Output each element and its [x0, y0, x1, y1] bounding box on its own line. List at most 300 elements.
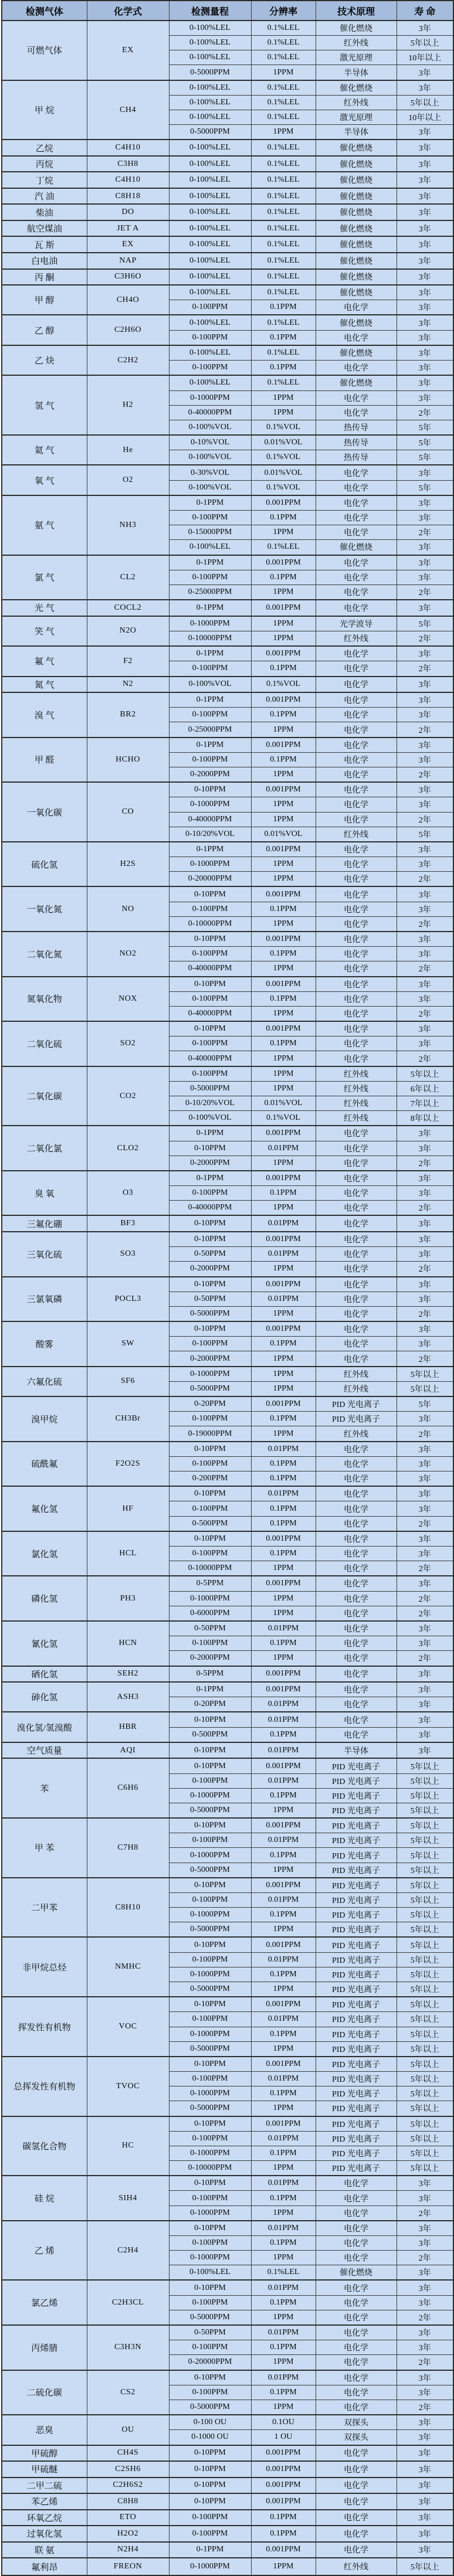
gas-name-cell: 硒化氢	[2, 1666, 87, 1683]
resolution-cell: 0.001PPM	[251, 692, 316, 708]
range-cell: 0-100PPM	[169, 2526, 251, 2542]
range-cell: 0-5000PPM	[169, 1381, 251, 1396]
resolution-cell: 1PPM	[251, 1351, 316, 1367]
range-cell: 0-100PPM	[169, 511, 251, 525]
formula-cell: TVOC	[87, 2057, 169, 2116]
resolution-cell: 0.01%VOL	[251, 465, 316, 480]
principle-cell: 半导体	[316, 65, 397, 80]
lifespan-cell: 3年	[397, 1682, 453, 1697]
lifespan-cell: 2年	[397, 1051, 453, 1066]
resolution-cell: 1PPM	[251, 65, 316, 80]
principle-cell: PID 光电离子	[316, 1833, 397, 1848]
formula-cell: O2	[87, 465, 169, 495]
resolution-cell: 0.001PPM	[251, 2493, 316, 2510]
resolution-cell: 1PPM	[251, 2205, 316, 2221]
resolution-cell: 0.01PPM	[251, 1442, 316, 1457]
principle-cell: 电化学	[316, 2205, 397, 2221]
table-row	[2, 21, 453, 36]
principle-cell: 电化学	[316, 390, 397, 405]
lifespan-cell: 3年	[397, 2493, 453, 2510]
table-row	[2, 646, 453, 661]
lifespan-cell: 5年	[397, 435, 453, 450]
range-cell: 0-100PPM	[169, 2072, 251, 2086]
principle-cell: 电化学	[316, 902, 397, 916]
lifespan-cell: 5年以上	[397, 1758, 453, 1773]
lifespan-cell: 3年	[397, 600, 453, 616]
formula-cell: ETO	[87, 2510, 169, 2526]
gas-name-cell: 苯乙烯	[2, 2493, 87, 2510]
formula-cell: FREON	[87, 2558, 169, 2575]
lifespan-cell: 3年	[397, 1742, 453, 1759]
resolution-cell: 1PPM	[251, 2101, 316, 2116]
principle-cell: 电化学	[316, 1232, 397, 1247]
lifespan-cell: 2年	[397, 2205, 453, 2221]
table-row	[2, 2542, 453, 2558]
gas-name-cell: 氢 气	[2, 375, 87, 435]
range-cell: 0-10PPM	[169, 932, 251, 947]
resolution-cell: 1PPM	[251, 616, 316, 631]
table-row	[2, 188, 453, 205]
principle-cell: PID 光电离子	[316, 1922, 397, 1938]
table-row	[2, 1712, 453, 1727]
lifespan-cell: 3年	[397, 1727, 453, 1742]
lifespan-cell: 2年	[397, 1651, 453, 1666]
principle-cell: 热传导	[316, 435, 397, 450]
principle-cell: 电化学	[316, 932, 397, 947]
principle-cell: 电化学	[316, 842, 397, 857]
gas-name-cell: 柴油	[2, 204, 87, 220]
principle-cell: 电化学	[316, 692, 397, 708]
range-cell: 0-10PPM	[169, 1758, 251, 1773]
principle-cell: 电化学	[316, 405, 397, 420]
principle-cell: 电化学	[316, 570, 397, 584]
principle-cell: PID 光电离子	[316, 2161, 397, 2176]
principle-cell: 电化学	[316, 495, 397, 511]
formula-cell: CH4O	[87, 285, 169, 315]
lifespan-cell: 3年	[397, 315, 453, 330]
gas-name-cell: 过氧化氢	[2, 2526, 87, 2542]
lifespan-cell: 3年	[397, 1531, 453, 1547]
range-cell: 0-2000PPM	[169, 1351, 251, 1367]
lifespan-cell: 3年	[397, 2295, 453, 2310]
range-cell: 0-10PPM	[169, 782, 251, 797]
range-cell: 0-10PPM	[169, 2116, 251, 2132]
range-cell: 0-1000PPM	[169, 857, 251, 872]
lifespan-cell: 3年	[397, 1232, 453, 1247]
gas-name-cell: 氯乙烯	[2, 2280, 87, 2325]
range-cell: 0-1PPM	[169, 600, 251, 616]
range-cell: 0-10PPM	[169, 1997, 251, 2012]
range-cell: 0-40000PPM	[169, 1201, 251, 1216]
resolution-cell: 0.001PPM	[251, 2478, 316, 2494]
resolution-cell: 0.1%LEL	[251, 172, 316, 188]
principle-cell: 红外线	[316, 1096, 397, 1111]
resolution-cell: 1PPM	[251, 872, 316, 887]
lifespan-cell: 5年	[397, 1396, 453, 1412]
principle-cell: PID 光电离子	[316, 1396, 397, 1412]
table-row	[2, 1666, 453, 1683]
formula-cell: SF6	[87, 1367, 169, 1396]
table-row	[2, 1126, 453, 1141]
principle-cell: 电化学	[316, 1351, 397, 1367]
range-cell: 0-10000PPM	[169, 2161, 251, 2176]
lifespan-cell: 5年以上	[397, 2041, 453, 2057]
range-cell: 0-500PPM	[169, 1727, 251, 1742]
formula-cell: BR2	[87, 692, 169, 738]
lifespan-cell: 5年以上	[397, 2161, 453, 2176]
table-row	[2, 2478, 453, 2494]
formula-cell: N2	[87, 677, 169, 693]
formula-cell: CO2	[87, 1066, 169, 1126]
principle-cell: 电化学	[316, 525, 397, 540]
resolution-cell: 0.1PPM	[251, 902, 316, 916]
table-row	[2, 1937, 453, 1952]
principle-cell: 电化学	[316, 1561, 397, 1576]
principle-cell: PID 光电离子	[316, 1952, 397, 1967]
lifespan-cell: 2年	[397, 1426, 453, 1442]
principle-cell: PID 光电离子	[316, 1893, 397, 1908]
resolution-cell: 0.1%LEL	[251, 21, 316, 36]
principle-cell: 电化学	[316, 1277, 397, 1292]
lifespan-cell: 3年	[397, 1501, 453, 1516]
formula-cell: HCHO	[87, 738, 169, 783]
lifespan-cell: 5年以上	[397, 2116, 453, 2132]
gas-table-body	[2, 21, 453, 2575]
resolution-cell: 0.1%LEL	[251, 156, 316, 172]
lifespan-cell: 3年	[397, 1666, 453, 1683]
principle-cell: 电化学	[316, 1006, 397, 1021]
range-cell: 0-100%LEL	[169, 2265, 251, 2281]
lifespan-cell: 5年以上	[397, 1066, 453, 1082]
range-cell: 0-100PPM	[169, 300, 251, 315]
resolution-cell: 0.001PPM	[251, 1818, 316, 1833]
principle-cell: 红外线	[316, 827, 397, 842]
resolution-cell: 0.01PPM	[251, 1742, 316, 1759]
principle-cell: 红外线	[316, 36, 397, 50]
lifespan-cell: 5年以上	[397, 1893, 453, 1908]
formula-cell: POCL3	[87, 1277, 169, 1322]
gas-name-cell: 氨 气	[2, 495, 87, 555]
resolution-cell: 0.001PPM	[251, 1321, 316, 1337]
principle-cell: 红外线	[316, 1426, 397, 1442]
principle-cell: 红外线	[316, 1081, 397, 1096]
principle-cell: 红外线	[316, 95, 397, 110]
table-row	[2, 2057, 453, 2072]
range-cell: 0-50PPM	[169, 1621, 251, 1636]
range-cell: 0-5PPM	[169, 1666, 251, 1683]
formula-cell: CH3Br	[87, 1396, 169, 1442]
principle-cell: 电化学	[316, 1697, 397, 1712]
formula-cell: C4H10	[87, 140, 169, 156]
principle-cell: 电化学	[316, 2478, 397, 2494]
range-cell: 0-500PPM	[169, 1516, 251, 1531]
resolution-cell: 0.001PPM	[251, 842, 316, 857]
range-cell: 0-100PPM	[169, 1773, 251, 1788]
lifespan-cell: 3年	[397, 1636, 453, 1651]
principle-cell: 电化学	[316, 767, 397, 782]
range-cell: 0-100PPM	[169, 991, 251, 1006]
range-cell: 0-1PPM	[169, 842, 251, 857]
lifespan-cell: 3年	[397, 1126, 453, 1141]
range-cell: 0-1000PPM	[169, 2205, 251, 2221]
principle-cell: 红外线	[316, 631, 397, 646]
formula-cell: HCL	[87, 1531, 169, 1576]
resolution-cell: 0.01PPM	[251, 1292, 316, 1306]
table-row	[2, 692, 453, 708]
principle-cell: 电化学	[316, 1051, 397, 1066]
lifespan-cell: 3年	[397, 2430, 453, 2445]
resolution-cell: 1PPM	[251, 1306, 316, 1321]
range-cell: 0-50PPM	[169, 2325, 251, 2340]
lifespan-cell: 2年	[397, 405, 453, 420]
principle-cell: 电化学	[316, 1576, 397, 1591]
range-cell: 0-100%LEL	[169, 36, 251, 50]
gas-name-cell: 磷化氢	[2, 1576, 87, 1621]
principle-cell: 电化学	[316, 661, 397, 677]
gas-name-cell: 汽 油	[2, 188, 87, 205]
gas-detection-table	[1, 0, 454, 2576]
formula-cell: HC	[87, 2116, 169, 2176]
resolution-cell: 0.1PPM	[251, 1788, 316, 1803]
lifespan-cell: 2年	[397, 1201, 453, 1216]
range-cell: 0-6000PPM	[169, 1606, 251, 1621]
gas-name-cell: 二氧化氮	[2, 932, 87, 977]
gas-name-cell: 环氧乙烷	[2, 2510, 87, 2526]
range-cell: 0-1000PPM	[169, 616, 251, 631]
principle-cell: PID 光电离子	[316, 1908, 397, 1922]
gas-name-cell: 甲 醛	[2, 738, 87, 783]
lifespan-cell: 2年	[397, 1516, 453, 1531]
range-cell: 0-10PPM	[169, 1277, 251, 1292]
gas-name-cell: 氟 气	[2, 646, 87, 676]
lifespan-cell: 5年以上	[397, 2027, 453, 2041]
lifespan-cell: 10年以上	[397, 110, 453, 125]
principle-cell: 红外线	[316, 2558, 397, 2575]
lifespan-cell: 5年以上	[397, 2057, 453, 2072]
principle-cell: 电化学	[316, 1141, 397, 1156]
table-row	[2, 555, 453, 570]
lifespan-cell: 3年	[397, 65, 453, 80]
resolution-cell: 0.1%VOL	[251, 1111, 316, 1126]
lifespan-cell: 5年以上	[397, 1997, 453, 2012]
range-cell: 0-100PPM	[169, 1893, 251, 1908]
lifespan-cell: 5年以上	[397, 2101, 453, 2116]
principle-cell: 电化学	[316, 555, 397, 570]
range-cell: 0-10PPM	[169, 1321, 251, 1337]
principle-cell: PID 光电离子	[316, 2116, 397, 2132]
range-cell: 0-1PPM	[169, 1682, 251, 1697]
resolution-cell: 0.1%LEL	[251, 95, 316, 110]
formula-cell: CS2	[87, 2370, 169, 2415]
lifespan-cell: 2年	[397, 1561, 453, 1576]
range-cell: 0-100PPM	[169, 1456, 251, 1471]
principle-cell: 红外线	[316, 1381, 397, 1396]
gas-name-cell: 甲 苯	[2, 1818, 87, 1878]
formula-cell: HBR	[87, 1712, 169, 1742]
lifespan-cell: 8年以上	[397, 1111, 453, 1126]
principle-cell: 电化学	[316, 1727, 397, 1742]
principle-cell: PID 光电离子	[316, 1967, 397, 1982]
lifespan-cell: 2年	[397, 2310, 453, 2325]
lifespan-cell: 3年	[397, 1292, 453, 1306]
range-cell: 0-100%LEL	[169, 188, 251, 205]
principle-cell: 催化燃烧	[316, 540, 397, 555]
principle-cell: PID 光电离子	[316, 1412, 397, 1426]
principle-cell: 电化学	[316, 1636, 397, 1651]
formula-cell: C8H10	[87, 1878, 169, 1938]
principle-cell: 电化学	[316, 1621, 397, 1636]
lifespan-cell: 2年	[397, 631, 453, 646]
formula-cell: C2H3CL	[87, 2280, 169, 2325]
range-cell: 0-10PPM	[169, 2280, 251, 2295]
gas-name-cell: 一氧化氮	[2, 886, 87, 932]
principle-cell: 催化燃烧	[316, 253, 397, 269]
lifespan-cell: 3年	[397, 1442, 453, 1457]
lifespan-cell: 3年	[397, 269, 453, 286]
range-cell: 0-5000PPM	[169, 1982, 251, 1997]
gas-name-cell: 氰化氢	[2, 1621, 87, 1666]
lifespan-cell: 5年以上	[397, 1848, 453, 1863]
range-cell: 0-5000PPM	[169, 2310, 251, 2325]
resolution-cell: 0.1PPM	[251, 752, 316, 767]
lifespan-cell: 3年	[397, 555, 453, 570]
principle-cell: 电化学	[316, 1516, 397, 1531]
principle-cell: PID 光电离子	[316, 1878, 397, 1893]
formula-cell: C2H6O	[87, 315, 169, 345]
principle-cell: 电化学	[316, 916, 397, 932]
range-cell: 0-100 OU	[169, 2415, 251, 2430]
table-row	[2, 1277, 453, 1292]
resolution-cell: 0.001PPM	[251, 932, 316, 947]
resolution-cell: 0.01PPM	[251, 1833, 316, 1848]
lifespan-cell: 3年	[397, 465, 453, 480]
table-row	[2, 80, 453, 96]
formula-cell: H2S	[87, 842, 169, 887]
gas-name-cell: 挥发性有机物	[2, 1997, 87, 2057]
formula-cell: HCN	[87, 1621, 169, 1666]
lifespan-cell: 5年以上	[397, 1381, 453, 1396]
principle-cell: 热传导	[316, 420, 397, 435]
resolution-cell: 1 OU	[251, 2430, 316, 2445]
formula-cell: N2O	[87, 616, 169, 646]
resolution-cell: 1PPM	[251, 631, 316, 646]
range-cell: 0-200PPM	[169, 1471, 251, 1487]
resolution-cell: 0.01PPM	[251, 1773, 316, 1788]
principle-cell: 电化学	[316, 2280, 397, 2295]
gas-name-cell: 空气质量	[2, 1742, 87, 1759]
formula-cell: NO2	[87, 932, 169, 977]
resolution-cell: 0.1PPM	[251, 661, 316, 677]
principle-cell: 电化学	[316, 857, 397, 872]
resolution-cell: 0.001PPM	[251, 1937, 316, 1952]
header-principle: 技术原理	[316, 1, 397, 21]
table-row	[2, 886, 453, 902]
principle-cell: 电化学	[316, 2400, 397, 2415]
header-lifespan: 寿 命	[397, 1, 453, 21]
resolution-cell: 0.1PPM	[251, 1967, 316, 1982]
table-row	[2, 204, 453, 220]
range-cell: 0-1PPM	[169, 646, 251, 661]
formula-cell: C8H18	[87, 188, 169, 205]
gas-name-cell: 三氧化硫	[2, 1232, 87, 1277]
table-row	[2, 1576, 453, 1591]
range-cell: 0-100PPM	[169, 1412, 251, 1426]
principle-cell: 催化燃烧	[316, 140, 397, 156]
lifespan-cell: 5年以上	[397, 1967, 453, 1982]
table-row	[2, 253, 453, 269]
lifespan-cell: 2年	[397, 661, 453, 677]
range-cell: 0-20PPM	[169, 1697, 251, 1712]
range-cell: 0-100PPM	[169, 361, 251, 376]
resolution-cell: 1PPM	[251, 1863, 316, 1878]
principle-cell: 电化学	[316, 2325, 397, 2340]
principle-cell: 半导体	[316, 1742, 397, 1759]
range-cell: 0-100%LEL	[169, 236, 251, 253]
range-cell: 0-40000PPM	[169, 1051, 251, 1066]
principle-cell: 电化学	[316, 738, 397, 753]
resolution-cell: 0.1PPM	[251, 1501, 316, 1516]
resolution-cell: 1PPM	[251, 1006, 316, 1021]
formula-cell: HF	[87, 1486, 169, 1531]
formula-cell: PH3	[87, 1576, 169, 1621]
range-cell: 0-10PPM	[169, 2445, 251, 2462]
table-row	[2, 2415, 453, 2430]
lifespan-cell: 3年	[397, 2280, 453, 2295]
resolution-cell: 0.001PPM	[251, 738, 316, 753]
table-row	[2, 375, 453, 390]
principle-cell: 催化燃烧	[316, 236, 397, 253]
resolution-cell: 0.01PPM	[251, 1712, 316, 1727]
resolution-cell: 1PPM	[251, 2558, 316, 2575]
range-cell: 0-100PPM	[169, 661, 251, 677]
resolution-cell: 0.1PPM	[251, 1036, 316, 1051]
table-row	[2, 1486, 453, 1501]
resolution-cell: 0.01PPM	[251, 2325, 316, 2340]
table-row	[2, 1066, 453, 1082]
range-cell: 0-2000PPM	[169, 1262, 251, 1277]
range-cell: 0-1000PPM	[169, 1848, 251, 1863]
principle-cell: 电化学	[316, 300, 397, 315]
lifespan-cell: 3年	[397, 2265, 453, 2281]
resolution-cell: 0.001PPM	[251, 646, 316, 661]
resolution-cell: 1PPM	[251, 405, 316, 420]
principle-cell: 电化学	[316, 752, 397, 767]
table-row	[2, 140, 453, 156]
gas-name-cell: 光 气	[2, 600, 87, 616]
resolution-cell: 0.1PPM	[251, 1337, 316, 1351]
resolution-cell: 0.1PPM	[251, 330, 316, 345]
gas-name-cell: 二甲二硫	[2, 2478, 87, 2494]
resolution-cell: 0.001PPM	[251, 1396, 316, 1412]
gas-name-cell: 笑 气	[2, 616, 87, 646]
range-cell: 0-10PPM	[169, 2370, 251, 2385]
range-cell: 0-5000PPM	[169, 1081, 251, 1096]
range-cell: 0-25000PPM	[169, 584, 251, 600]
range-cell: 0-100PPM	[169, 2236, 251, 2251]
resolution-cell: 0.1PPM	[251, 2146, 316, 2160]
resolution-cell: 0.1%VOL	[251, 480, 316, 495]
lifespan-cell: 5年以上	[397, 1788, 453, 1803]
lifespan-cell: 5年以上	[397, 1367, 453, 1382]
resolution-cell: 0.1PPM	[251, 947, 316, 961]
resolution-cell: 1PPM	[251, 2355, 316, 2370]
principle-cell: 催化燃烧	[316, 269, 397, 286]
lifespan-cell: 3年	[397, 172, 453, 188]
lifespan-cell: 3年	[397, 21, 453, 36]
table-row	[2, 600, 453, 616]
range-cell: 0-10000PPM	[169, 631, 251, 646]
lifespan-cell: 5年	[397, 450, 453, 465]
